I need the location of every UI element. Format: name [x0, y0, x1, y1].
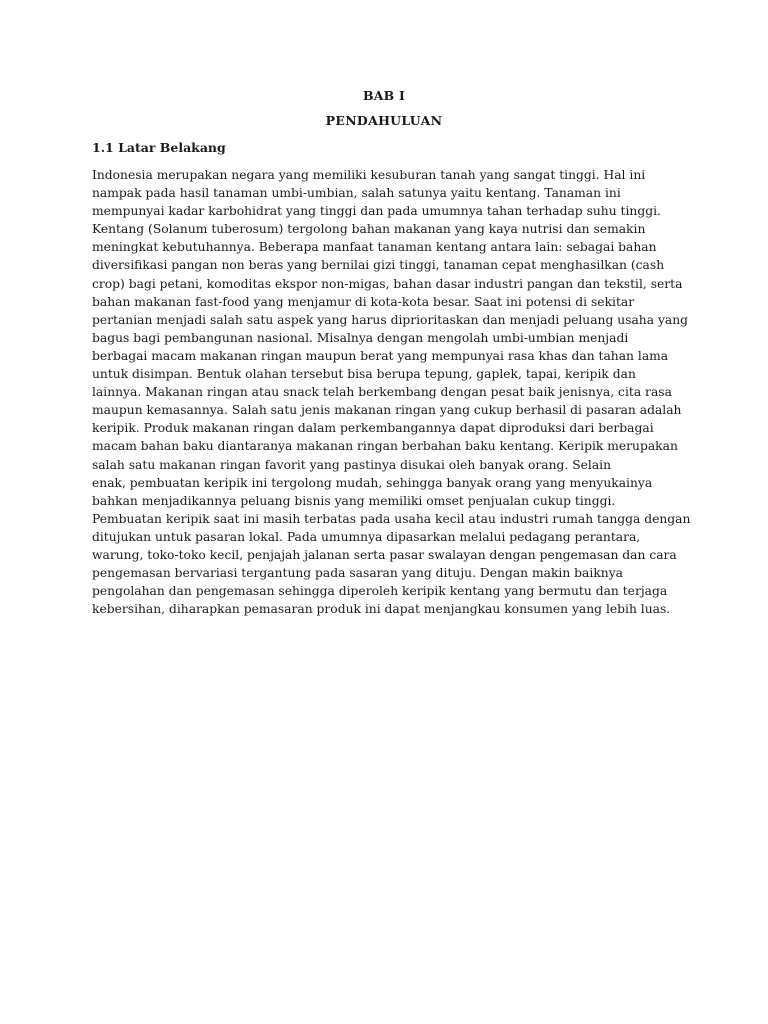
- paragraph-line: keripik. Produk makanan ringan dalam perkembangannya dapat diproduksi dari berbagai: [92, 421, 654, 436]
- paragraph-line: pertanian menjadi salah satu aspek yang harus diprioritaskan dan menjadi peluang usaha yang: [92, 312, 689, 327]
- chapter-title: PENDAHULUAN: [325, 113, 443, 128]
- paragraph-line: Kentang (Solanum tuberosum) tergolong bahan makanan yang kaya nutrisi dan semakin: [92, 222, 646, 237]
- paragraph-line: mempunyai kadar karbohidrat yang tinggi dan pada umumnya tahan terhadap suhu tinggi.: [92, 204, 661, 219]
- paragraph-line: macam bahan baku diantaranya makanan ringan berbahan baku kentang. Keripik merupakan: [92, 439, 678, 454]
- paragraph-line: meningkat kebutuhannya. Beberapa manfaat tanaman kentang antara lain: sebagai bahan: [92, 240, 657, 255]
- paragraph-line: pengolahan dan pengemasan sehingga diperoleh keripik kentang yang bermutu dan terjaga: [92, 584, 668, 599]
- paragraph-line: salah satu makanan ringan favorit yang pastinya disukai oleh banyak orang. Selain: [92, 457, 612, 472]
- paragraph-line: pengemasan bervariasi tergantung pada sasaran yang dituju. Dengan makin baiknya: [92, 566, 623, 581]
- paragraph-line: bagus bagi pembangunan nasional. Misalnya dengan mengolah umbi-umbian menjadi: [92, 330, 629, 345]
- paragraph-line: crop) bagi petani, komoditas ekspor non-migas, bahan dasar industri pangan dan tekstil, serta: [92, 276, 683, 291]
- paragraph-line: enak, pembuatan keripik ini tergolong mudah, sehingga banyak orang yang menyukainya: [92, 475, 653, 490]
- paragraph-line: diversifikasi pangan non beras yang bernilai gizi tinggi, tanaman cepat menghasilkan (cash: [92, 258, 665, 273]
- paragraph-line: warung, toko-toko kecil, penjajah jalanan serta pasar swalayan dengan pengemasan dan cara: [92, 547, 677, 562]
- paragraph-line: nampak pada hasil tanaman umbi-umbian, salah satunya yaitu kentang. Tanaman ini: [92, 186, 621, 201]
- paragraph-line: berbagai macam makanan ringan maupun berat yang mempunyai rasa khas dan tahan lama: [92, 348, 669, 363]
- paragraph-line: untuk disimpan. Bentuk olahan tersebut bisa berupa tepung, gaplek, tapai, keripik dan: [92, 367, 636, 382]
- paragraph-line: lainnya. Makanan ringan atau snack telah berkembang dengan pesat baik jenisnya, cita rasa: [92, 385, 672, 400]
- paragraph-line: Pembuatan keripik saat ini masih terbatas pada usaha kecil atau industri rumah tangga dengan: [92, 511, 691, 526]
- paragraph-line: kebersihan, diharapkan pemasaran produk ini dapat menjangkau konsumen yang lebih luas.: [92, 602, 671, 617]
- chapter-label: BAB I: [362, 88, 406, 103]
- paragraph-line: ditujukan untuk pasaran lokal. Pada umumnya dipasarkan melalui pedagang perantara,: [92, 529, 641, 544]
- body-paragraph: [92, 166, 692, 618]
- paragraph-line: Indonesia merupakan negara yang memiliki kesuburan tanah yang sangat tinggi. Hal ini: [92, 168, 646, 182]
- paragraph-line: bahan makanan fast-food yang menjamur di kota-kota besar. Saat ini potensi di sekitar: [92, 294, 635, 309]
- paragraph-line: maupun kemasannya. Salah satu jenis makanan ringan yang cukup berhasil di pasaran adalah: [92, 403, 682, 418]
- paragraph-line: bahkan menjadikannya peluang bisnis yang memiliki omset penjualan cukup tinggi.: [92, 493, 616, 508]
- section-heading: 1.1 Latar Belakang: [92, 140, 226, 155]
